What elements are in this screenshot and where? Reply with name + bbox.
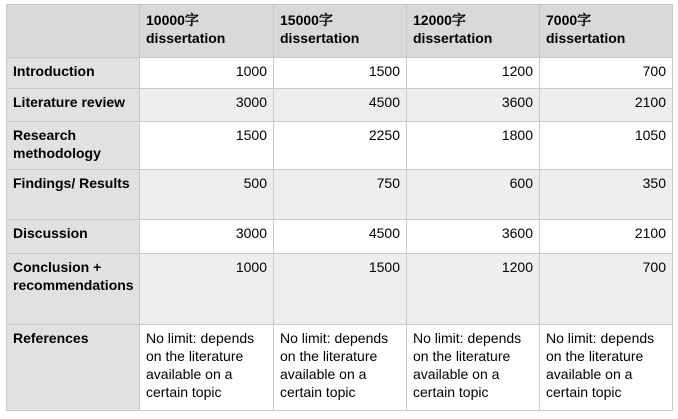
cell-value: 4500: [368, 225, 400, 241]
cell-value: No limit: depends on the literature available on a certain topic: [546, 330, 655, 400]
row-header-cell: [7, 220, 140, 254]
cell-value: 1500: [368, 259, 400, 275]
table-cell: [274, 170, 407, 220]
table-cell: [407, 58, 540, 89]
column-header-12000: [407, 5, 540, 58]
column-header-label: 15000字 dissertation: [280, 12, 360, 46]
row-header-cell: [7, 89, 140, 122]
cell-value: 3600: [501, 225, 533, 241]
cell-value: 600: [509, 175, 533, 191]
table-cell: [274, 220, 407, 254]
cell-value: No limit: depends on the literature available on a certain topic: [413, 330, 522, 400]
table-cell: [274, 89, 407, 122]
row-header-cell: [7, 122, 140, 170]
table-cell: [540, 170, 673, 220]
table-cell: [407, 170, 540, 220]
row-label: Conclusion + recommendations: [13, 259, 134, 293]
cell-value: 3000: [235, 225, 267, 241]
cell-value: 700: [642, 63, 666, 79]
table-cell: [407, 122, 540, 170]
cell-value: 2100: [634, 225, 666, 241]
table-cell: [140, 254, 274, 325]
cell-value: 3000: [235, 94, 267, 110]
cell-value: 1800: [501, 127, 533, 143]
column-header-label: 12000字 dissertation: [413, 12, 493, 46]
row-header-cell: [7, 254, 140, 325]
table-row-discussion: [7, 220, 673, 254]
row-header-cell: [7, 170, 140, 220]
cell-value: No limit: depends on the literature available on a certain topic: [280, 330, 389, 400]
cell-value: 1000: [235, 259, 267, 275]
table-cell: [407, 254, 540, 325]
row-label: Literature review: [13, 94, 126, 110]
table-cell: [140, 170, 274, 220]
table-row-conclusion: [7, 254, 673, 325]
table-cell: [540, 325, 673, 411]
table-row-findings-results: [7, 170, 673, 220]
row-label: Discussion: [13, 225, 88, 241]
table-cell: [407, 89, 540, 122]
table-cell: [274, 58, 407, 89]
row-header-cell: [7, 58, 140, 89]
table-cell: [140, 325, 274, 411]
cell-value: 1200: [501, 63, 533, 79]
table-cell: [540, 254, 673, 325]
table-cell: [540, 58, 673, 89]
row-label: Research methodology: [13, 127, 101, 161]
table-cell: [274, 325, 407, 411]
cell-value: 1200: [501, 259, 533, 275]
cell-value: 4500: [368, 94, 400, 110]
table-cell: [407, 220, 540, 254]
table-cell: [540, 122, 673, 170]
table-cell: [540, 220, 673, 254]
cell-value: 1500: [235, 127, 267, 143]
row-header-cell: [7, 325, 140, 411]
table-cell: [140, 122, 274, 170]
cell-value: 700: [642, 259, 666, 275]
cell-value: 750: [376, 175, 400, 191]
table-cell: [274, 122, 407, 170]
column-header-label: 7000字 dissertation: [546, 12, 626, 46]
dissertation-word-count-table-container: [6, 4, 678, 411]
row-label: Findings/ Results: [13, 175, 130, 191]
table-cell: [274, 254, 407, 325]
cell-value: No limit: depends on the literature available on a certain topic: [146, 330, 255, 400]
cell-value: 1500: [368, 63, 400, 79]
table-cell: [540, 89, 673, 122]
cell-value: 1000: [235, 63, 267, 79]
table-cell: [140, 89, 274, 122]
table-cell: [140, 220, 274, 254]
cell-value: 500: [243, 175, 267, 191]
cell-value: 3600: [501, 94, 533, 110]
cell-value: 350: [642, 175, 666, 191]
cell-value: 2100: [634, 94, 666, 110]
table-cell: [407, 325, 540, 411]
column-header-label: 10000字 dissertation: [146, 12, 226, 46]
table-row-references: [7, 325, 673, 411]
row-label: References: [13, 330, 89, 346]
row-label: Introduction: [13, 63, 95, 79]
table-row-introduction: [7, 58, 673, 89]
column-header-15000: [274, 5, 407, 58]
table-row-research-methodology: [7, 122, 673, 170]
table-row-literature-review: [7, 89, 673, 122]
header-row: [7, 5, 673, 58]
cell-value: 1050: [634, 127, 666, 143]
dissertation-word-count-table: [6, 4, 673, 411]
column-header-10000: [140, 5, 274, 58]
header-corner-cell: [7, 5, 140, 58]
table-cell: [140, 58, 274, 89]
column-header-7000: [540, 5, 673, 58]
cell-value: 2250: [368, 127, 400, 143]
